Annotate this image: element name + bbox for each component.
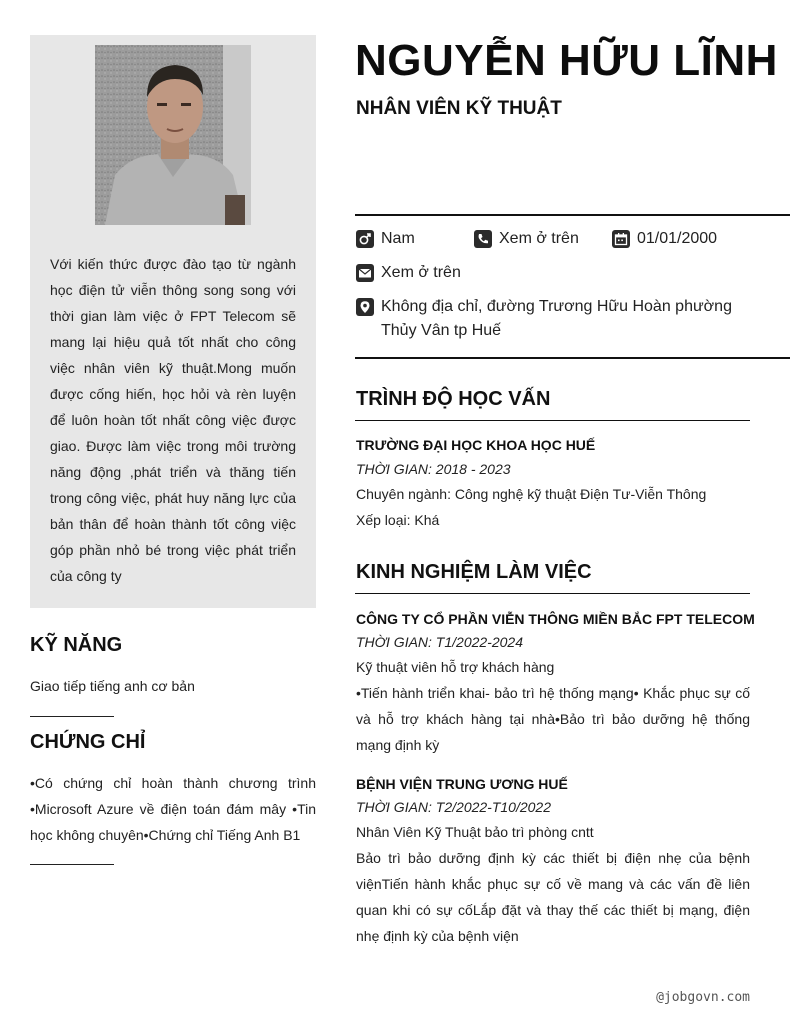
job-1-role: Kỹ thuật viên hỗ trợ khách hàng	[356, 659, 555, 675]
contact-bottom-divider	[355, 357, 790, 359]
gender-icon	[356, 230, 374, 248]
certificates-title: CHỨNG CHỈ	[30, 731, 146, 753]
job-2-description: Bảo trì bảo dưỡng định kỳ các thiết bị điện nhẹ của bệnh việnTiến hành khắc phục sự cố về mang và các vấn đề liên quan khi có sự cốLắp đặt và thay thế các thiết bị mạng, điện nhẹ định kỳ của bệnh viện	[356, 850, 750, 944]
job-1-description: •Tiến hành triển khai- bảo trì hệ thống mạng• Khắc phục sự cố và hỗ trợ khách hàng tại nhà•Bảo trì bảo dưỡng hệ thống mạng định kỳ	[356, 685, 750, 753]
experience-divider	[355, 593, 750, 594]
certificates-divider	[30, 864, 114, 865]
location-pin-icon	[356, 298, 374, 316]
calendar-icon	[612, 230, 630, 248]
profile-photo-image	[95, 45, 251, 225]
profile-panel	[30, 35, 316, 608]
candidate-name: NGUYỄN HỮU LĨNH	[355, 36, 778, 85]
experience-title: KINH NGHIỆM LÀM VIỆC	[356, 561, 592, 583]
skills-title: KỸ NĂNG	[30, 634, 123, 656]
job-2-company: BỆNH VIỆN TRUNG ƯƠNG HUẾ	[356, 776, 568, 792]
birthday-value: 01/01/2000	[637, 230, 718, 247]
contact-address	[356, 295, 750, 343]
job-1-period: THỜI GIAN: T1/2022-2024	[356, 634, 523, 650]
job-2-role: Nhân Viên Kỹ Thuật bảo trì phòng cntt	[356, 824, 594, 840]
contact-birthday	[612, 227, 717, 251]
phone-icon	[474, 230, 492, 248]
job-title: NHÂN VIÊN KỸ THUẬT	[356, 98, 562, 119]
job-1-company: CÔNG TY CỔ PHẦN VIỄN THÔNG MIỀN BẮC FPT TELECOM	[356, 611, 755, 627]
education-school: TRƯỜNG ĐẠI HỌC KHOA HỌC HUẾ	[356, 437, 596, 453]
skills-text: Giao tiếp tiếng anh cơ bản	[30, 678, 195, 694]
summary-text: Với kiến thức được đào tạo từ ngành học điện tử viễn thông song song với thời gian làm việc ở FPT Telecom sẽ mang lại hiệu quả tốt nhất cho công việc nhân viên kỹ thuật.Mong muốn được cống hiến, học hỏi và rèn luyện để luôn hoàn tốt nhất công việc được giao. Được làm việc trong môi trường năng động ,phát triển và thăng tiến trong công việc, phát huy năng lực của bản thân để hoàn thành tốt công việc góp phần nhỏ bé trong việc phát triển của công ty	[50, 256, 296, 584]
watermark: @jobgovn.com	[656, 990, 750, 1005]
contact-email	[356, 261, 461, 285]
email-value: Xem ở trên	[381, 264, 461, 281]
contact-gender	[356, 227, 415, 251]
education-grade: Xếp loại: Khá	[356, 512, 440, 528]
education-period: THỜI GIAN: 2018 - 2023	[356, 461, 511, 477]
profile-photo	[95, 45, 251, 225]
certificates-text: •Có chứng chỉ hoàn thành chương trình •Microsoft Azure về điện toán đám mây •Tin học không chuyên•Chứng chỉ Tiếng Anh B1	[30, 775, 316, 843]
address-value: Không địa chỉ, đường Trương Hữu Hoàn phường Thủy Vân tp Huế	[381, 298, 732, 339]
education-title: TRÌNH ĐỘ HỌC VẤN	[356, 388, 551, 410]
contact-phone	[474, 227, 579, 251]
contact-top-divider	[355, 214, 790, 216]
education-divider	[355, 420, 750, 421]
education-major: Chuyên ngành: Công nghệ kỹ thuật Điện Tư-Viễn Thông	[356, 486, 707, 502]
phone-value: Xem ở trên	[499, 230, 579, 247]
gender-value: Nam	[381, 230, 415, 247]
skills-divider	[30, 716, 114, 717]
envelope-icon	[356, 264, 374, 282]
job-2-period: THỜI GIAN: T2/2022-T10/2022	[356, 799, 552, 815]
